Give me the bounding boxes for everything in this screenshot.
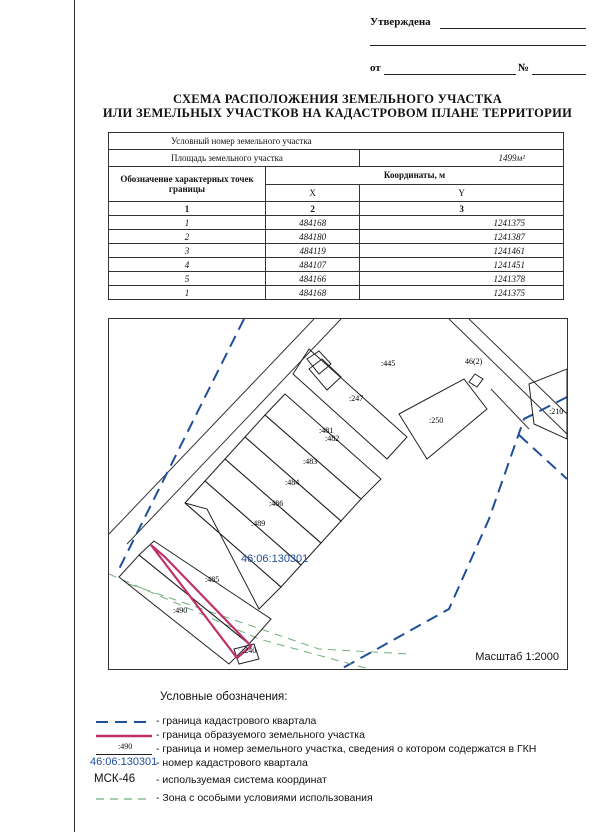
green-dash-symbol [90,791,154,807]
number-line [532,74,586,75]
col-number-2: 2 [266,202,360,216]
label-486: :486 [269,499,284,508]
cadastral-quarter-label: 46:06:130301 [241,553,309,565]
road-line-2 [127,319,341,544]
table-row [109,272,564,286]
x-cell: 484166 [266,272,360,286]
y-cell: 1241375 [360,216,564,230]
parcel-481 [265,394,381,499]
quarter-boundary-east [519,435,567,479]
col-number-3: 3 [360,202,564,216]
legend-symbol-label: МСК-46 [94,773,136,785]
new-parcel-boundary [151,545,251,658]
legend-text: - граница кадастрового квартала [156,715,317,727]
road-line-5 [491,389,529,429]
approval-line-2 [370,45,586,46]
from-label: от [370,62,381,74]
y-header: Y [360,184,564,202]
parcel-482 [245,415,361,521]
legend-item-quarter-number [90,756,600,772]
label-485: :485 [205,575,220,584]
special-zone-line-2 [129,584,409,654]
point-cell: 3 [109,244,266,258]
legend-title: Условные обозначения: [160,691,288,703]
date-line [384,74,516,75]
table-row [109,244,564,258]
area-value: 1499м² [360,150,564,167]
y-cell: 1241461 [360,244,564,258]
points-header: Обозначение характерных точек границы [109,167,266,202]
legend-item-special-zone [90,791,600,807]
quarter-boundary-right [341,397,567,669]
legend-text: - номер кадастрового квартала [156,757,308,769]
x-cell: 484168 [266,216,360,230]
table-row [109,258,564,272]
parcel-484 [205,459,321,565]
label-247: :247 [349,394,364,403]
label-445: :445 [381,359,396,368]
map-scale: Масштаб 1:2000 [475,651,559,663]
label-483: :483 [303,457,318,466]
x-cell: 484180 [266,230,360,244]
legend-item-coord-system [90,773,600,789]
coordinates-table [108,132,564,300]
number-label: № [518,62,530,74]
x-cell: 484107 [266,258,360,272]
label-489: :489 [251,519,266,528]
table-row [109,216,564,230]
page-title-line-2: ИЛИ ЗЕМЕЛЬНЫХ УЧАСТКОВ НА КАДАСТРОВОМ ПЛАНЕ ТЕРРИТОРИИ [102,106,573,120]
legend-text: - граница и номер земельного участка, сведения о котором содержатся в ГКН [156,743,537,755]
point-cell: 5 [109,272,266,286]
parcel-483 [225,437,341,543]
table-row [109,230,564,244]
y-cell: 1241387 [360,230,564,244]
parcel-486 [185,481,301,587]
col-number-1: 1 [109,202,266,216]
coords-header: Координаты, м [266,167,564,185]
road-line-4 [469,319,567,414]
label-240: :240 [242,646,257,655]
point-cell: 1 [109,286,266,300]
approved-label: Утверждена [370,16,431,28]
y-cell: 1241451 [360,258,564,272]
quarter-boundary-left [119,319,244,569]
cond-number-label: Условный номер земельного участка [109,133,564,150]
point-cell: 2 [109,230,266,244]
label-481: :481 [319,426,334,435]
point-cell: 1 [109,216,266,230]
parcel-46-2 [469,374,483,387]
label-490: :490 [173,606,188,615]
label-484: :484 [285,478,300,487]
label-46-2: 46(2) [465,357,483,366]
approval-line-1 [440,28,586,29]
cadastral-map [108,318,568,670]
x-cell: 484119 [266,244,360,258]
legend-text: - Зона с особыми условиями использования [156,792,373,804]
area-label: Площадь земельного участка [109,150,360,167]
x-cell: 484168 [266,286,360,300]
legend-symbol-label: 46:06:130301 [90,756,158,768]
road-line-1 [109,319,314,534]
label-210: :210 [549,407,564,416]
label-250: :250 [429,416,444,425]
legend-text: - граница образуемого земельного участка [156,729,365,741]
legend-text: - используемая система координат [156,774,327,786]
y-cell: 1241378 [360,272,564,286]
page-title-line-1: СХЕМА РАСПОЛОЖЕНИЯ ЗЕМЕЛЬНОГО УЧАСТКА [172,92,503,106]
map-drawing [109,319,567,669]
y-cell: 1241375 [360,286,564,300]
table-row [109,286,564,300]
x-header: X [266,184,360,202]
label-482: :482 [325,434,340,443]
legend-symbol-label: :490 [118,742,133,751]
point-cell: 4 [109,258,266,272]
